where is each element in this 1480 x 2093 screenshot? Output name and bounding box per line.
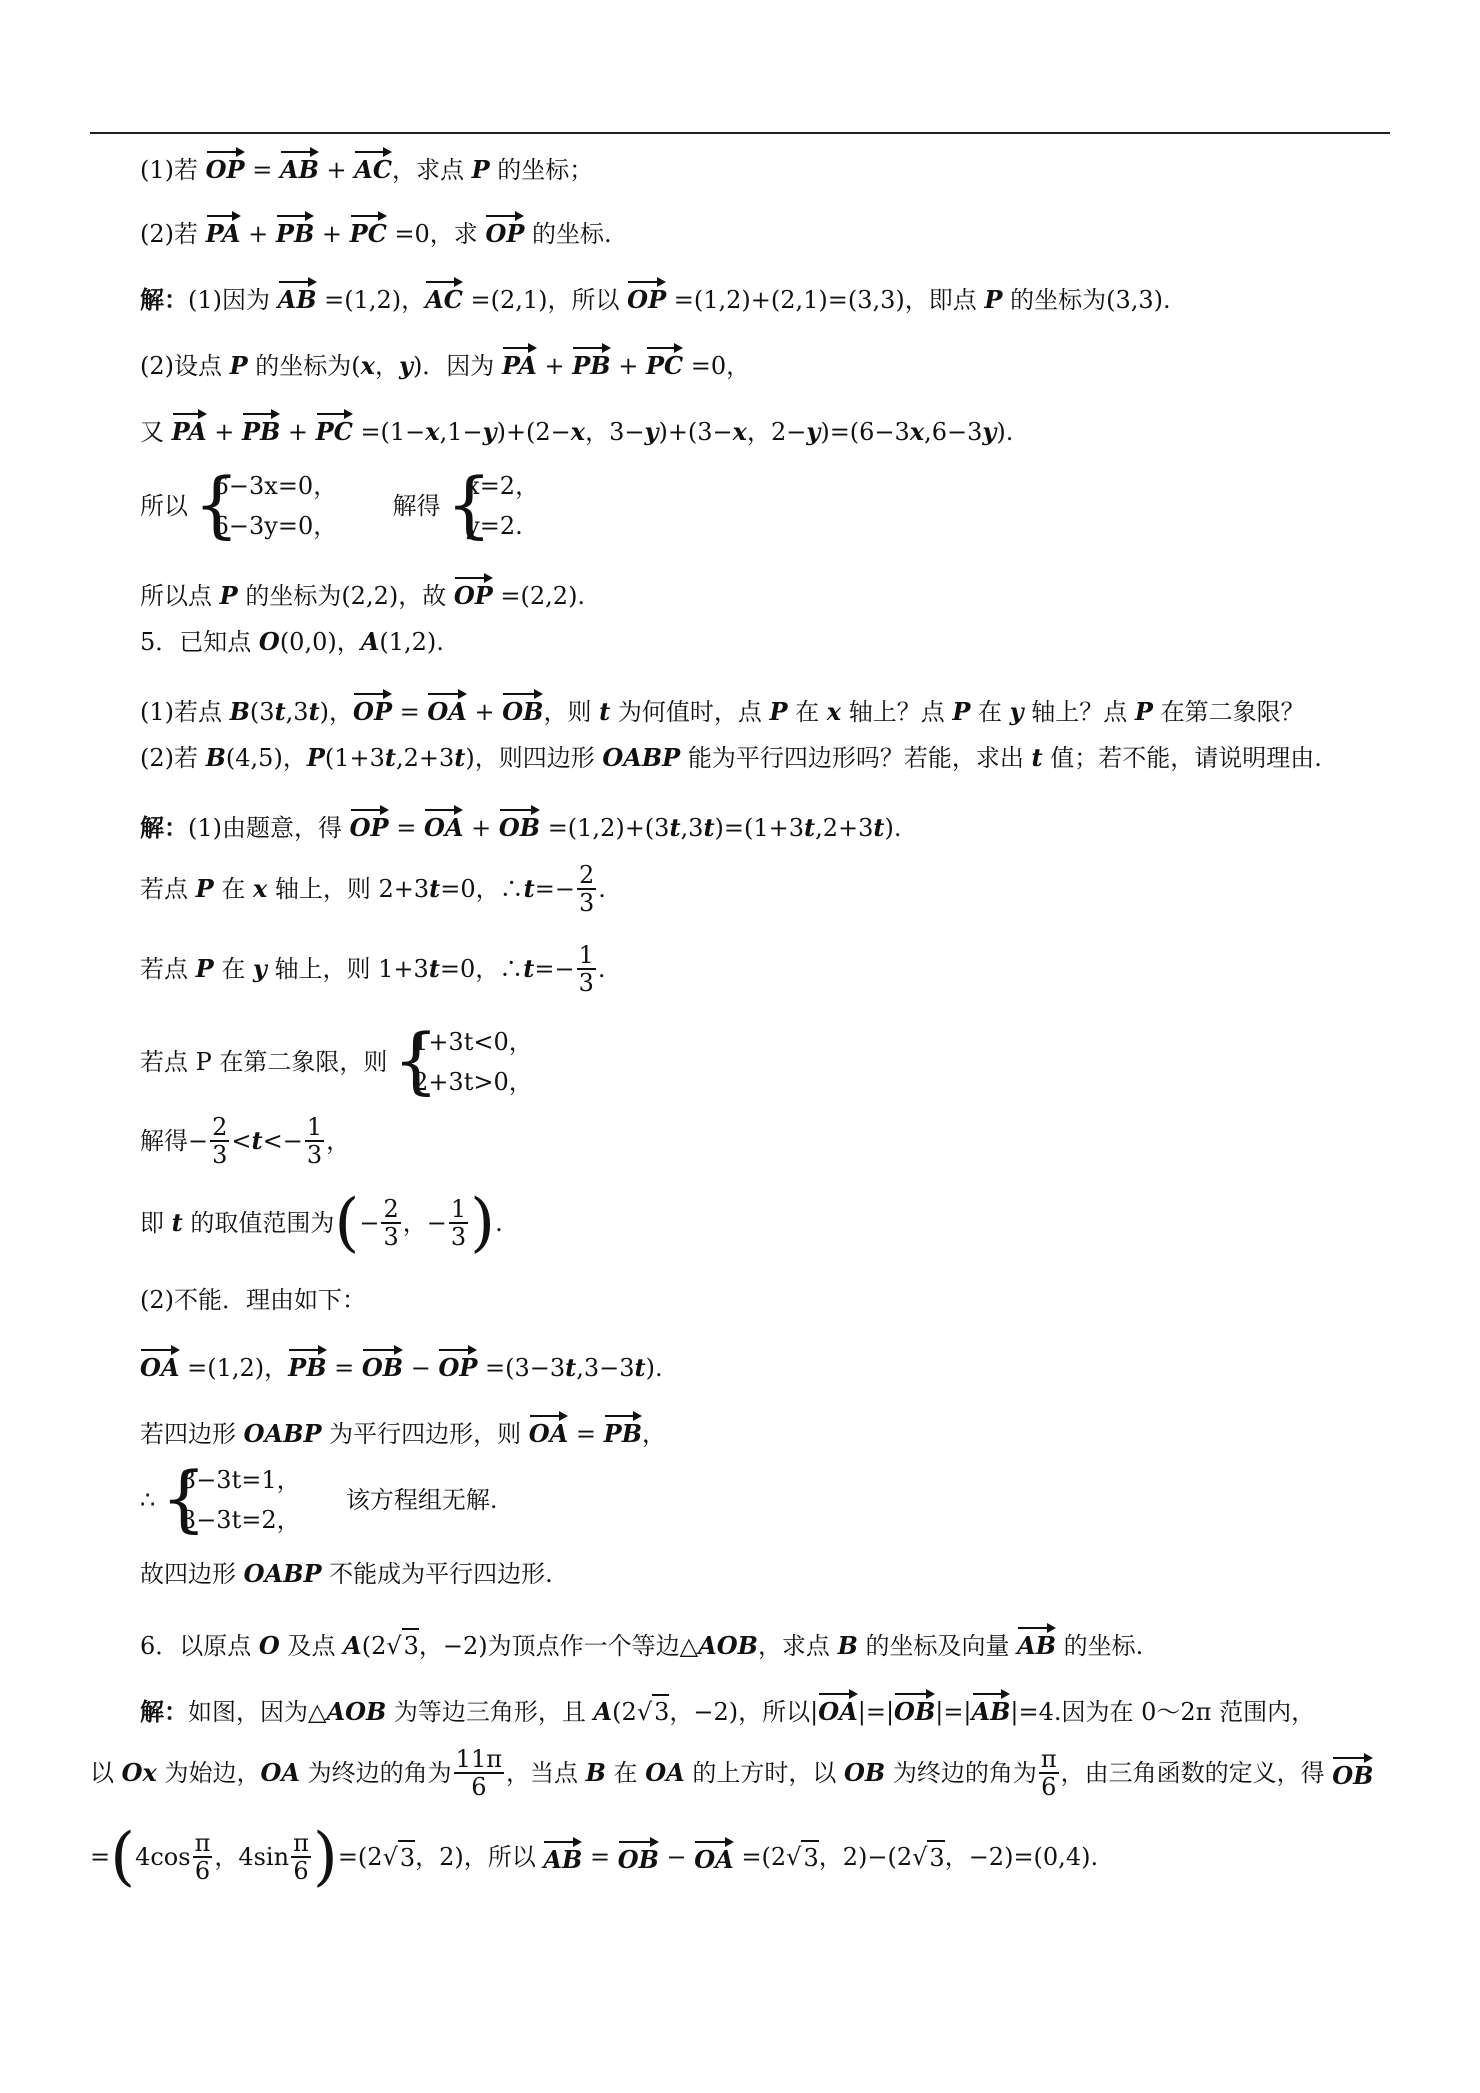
solution-5-part-2-condition: 若四边形 OABP 为平行四边形，则 OA = PB， (140, 1412, 666, 1450)
solution-4-conclusion: 所以点 P 的坐标为(2,2)，故 OP =(2,2). (140, 574, 585, 612)
solution-4-system: 所以 { 6−3x=0， 6−3y=0， 解得 { x=2， y=2. (140, 466, 539, 546)
problem-5-stem: 5．已知点 O(0,0)，A(1,2). (140, 627, 444, 656)
problem-5-part-1: (1)若点 B(3t,3t)，OP = OA + OB，则 t 为何值时，点 P 在 x 轴上？点 P 在 y 轴上？点 P 在第二象限？ (140, 690, 1305, 728)
solution-5-part-2-lead: (2)不能．理由如下： (140, 1286, 366, 1314)
solution-5-part-1: 解：(1)由题意，得 OP = OA + OB =(1,2)+(3t,3t)=(1+3t,2+3t). (140, 806, 901, 844)
system-lead: 所以 (140, 492, 188, 520)
solution-5-quadrant: 若点 P 在第二象限，则 { 1+3t<0， 2+3t>0， (140, 1022, 533, 1102)
solution-6-line1: 解：如图，因为△AOB 为等边三角形，且 A(2√3，−2)，所以|OA|=|OB|=|AB|=4.因为在 0～2π 范围内， (140, 1690, 1315, 1728)
solution-5-part-2-system: ∴ { 3−3t=1， 3−3t=2， 该方程组无解. (140, 1460, 498, 1540)
solution-5-solve: 解得− $\frac{2}{3}$ <t<− $\frac{1}{3}$ ， (140, 1113, 351, 1169)
problem-5-part-2: (2)若 B(4,5)，P(1+3t,2+3t)，则四边形 OABP 能为平行四边形吗？若能，求出 t 值；若不能，请说明理由. (140, 743, 1322, 772)
equation-system-2: { x=2， y=2. (448, 466, 539, 546)
equation-system-1: { 6−3x=0， 6−3y=0， (196, 466, 338, 546)
equation-system-3: { 3−3t=1， 3−3t=2， (163, 1460, 301, 1540)
solution-5-x-axis: 若点 P 在 x 轴上，则 2+3t=0，∴t=− $\frac{2}{3}$ . (140, 861, 606, 917)
problem-6-stem: 6．以原点 O 及点 A(2√3，−2)为顶点作一个等边△AOB，求点 B 的坐标及向量 AB 的坐标. (140, 1624, 1143, 1662)
solution-5-y-axis: 若点 P 在 y 轴上，则 1+3t=0，∴t=− $\frac{1}{3}$ . (140, 941, 606, 997)
solution-4-part-1: 解：(1)因为 AB =(1,2)，AC =(2,1)，所以 OP =(1,2)+(2,1)=(3,3)，即点 P 的坐标为(3,3). (140, 278, 1171, 316)
solution-5-conclusion: 故四边形 OABP 不能成为平行四边形. (140, 1559, 553, 1588)
header-rule (90, 132, 1390, 134)
solution-4-part-2-line1: (2)设点 P 的坐标为(x，y)．因为 PA + PB + PC =0， (140, 344, 750, 382)
solution-5-range: 即 t 的取值范围为(− $\frac{2}{3}$ ，− $\frac{1}{3}$ ). (140, 1186, 503, 1260)
solution-6-line3: =(4cos $\frac{\pi}{6}$ ，4sin $\frac{\pi}{6}$ )=(2√3，2)，所以 AB = OB − OA =(2√3，2)−(2√3，−2)=(0,4). (90, 1820, 1099, 1894)
problem-4-part-2: (2)若 PA + PB + PC =0，求 OP 的坐标. (140, 212, 612, 250)
solution-4-part-2-line2: 又 PA + PB + PC =(1−x,1−y)+(2−x，3−y)+(3−x，2−y)=(6−3x,6−3y). (140, 410, 1013, 448)
solution-6-line2: 以 Ox 为始边，OA 为终边的角为 $\frac{11\pi}{6}$ ，当点 B 在 OA 的上方时，以 OB 为终边的角为 $\frac{\pi}{6}$ ，由三角函数的定义，得 OB (90, 1745, 1374, 1801)
problem-4-part-1: (1)若 OP = AB + AC，求点 P 的坐标； (140, 148, 593, 186)
inequality-system: { 1+3t<0， 2+3t>0， (395, 1022, 533, 1102)
solution-5-part-2-vectors: OA =(1,2)，PB = OB − OP =(3−3t,3−3t). (140, 1346, 663, 1384)
